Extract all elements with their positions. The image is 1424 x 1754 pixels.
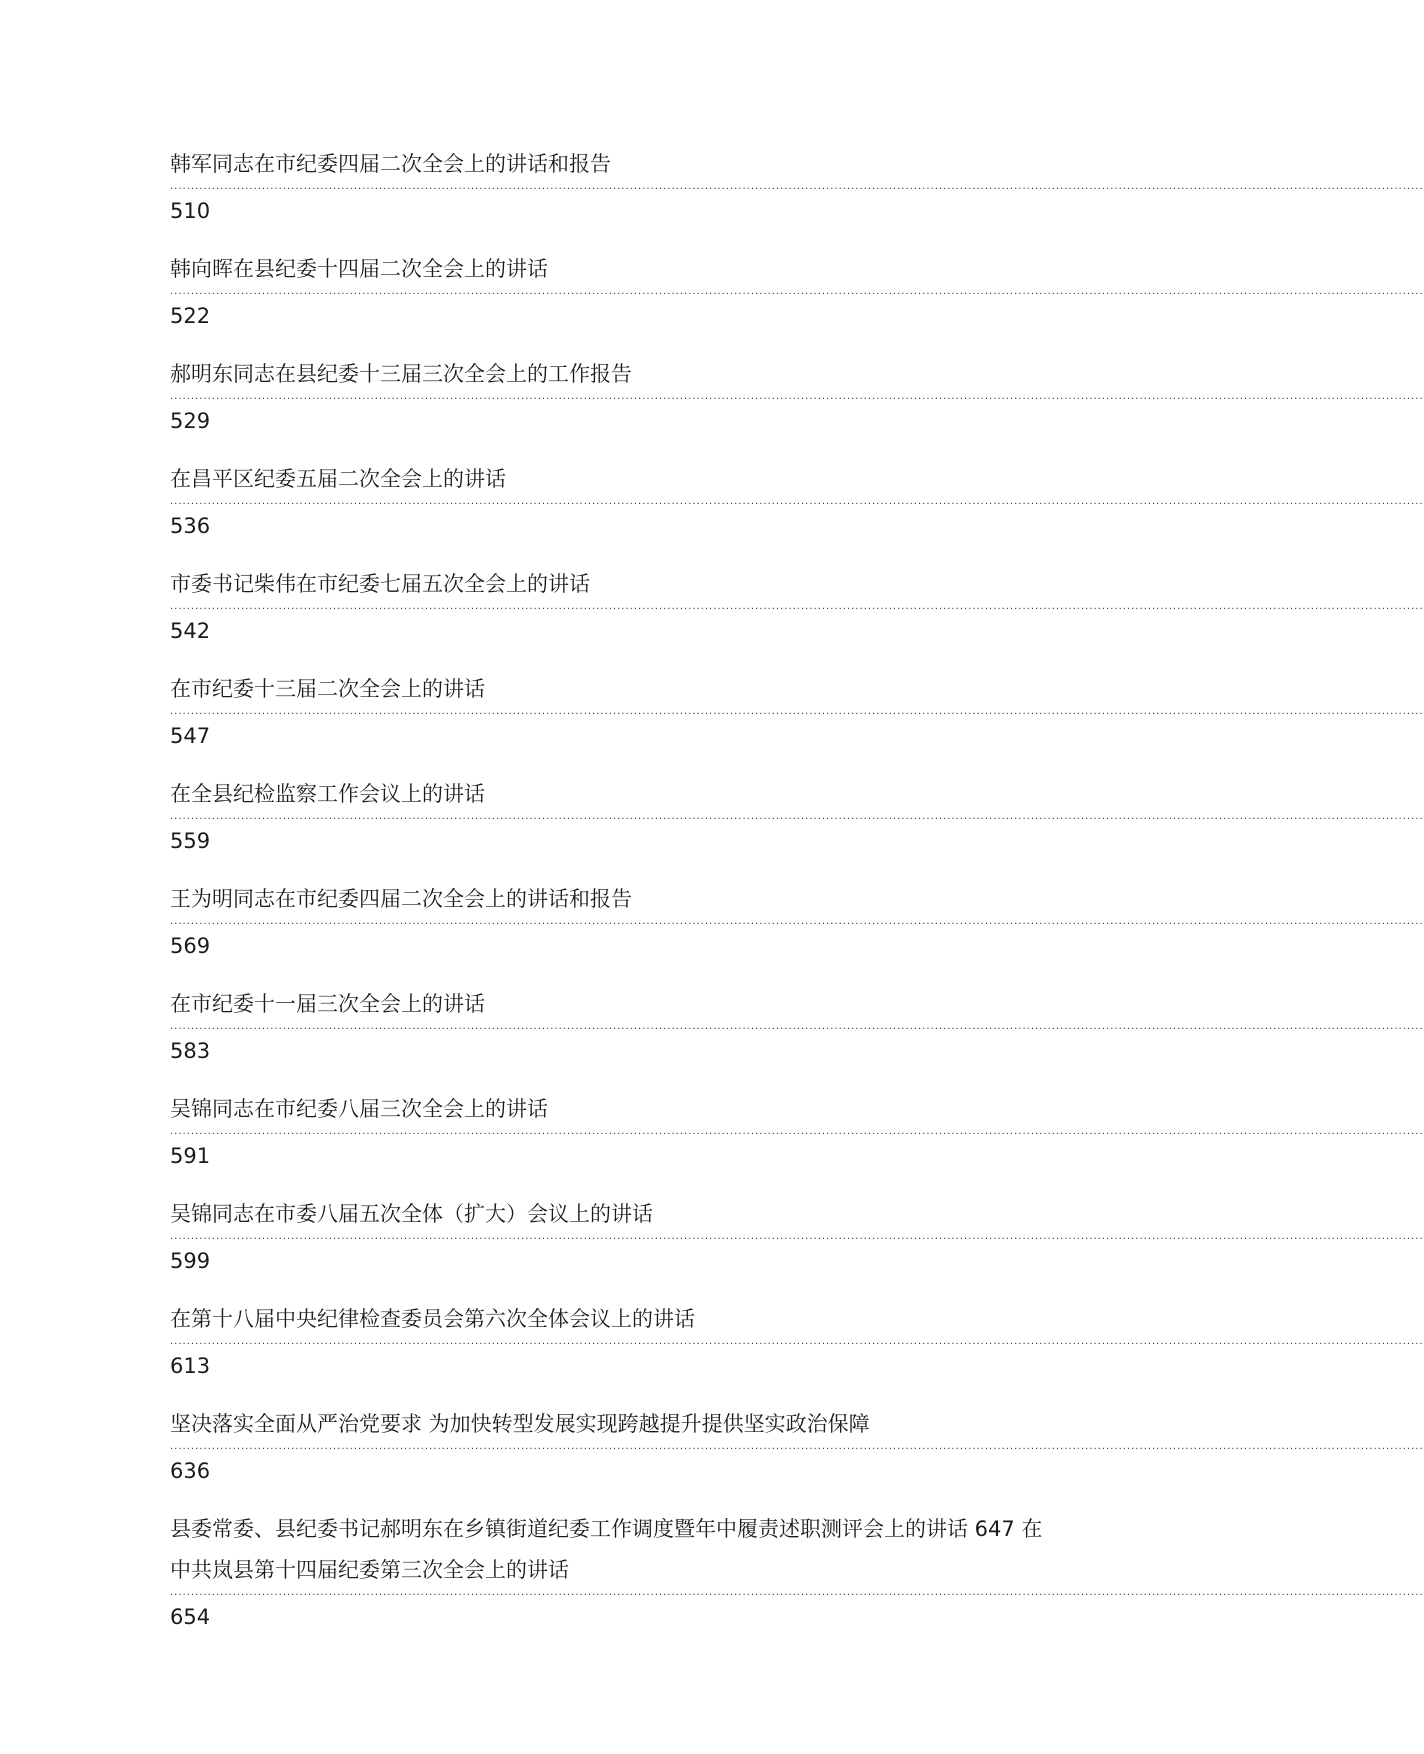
toc-entry (170, 780, 1424, 855)
dot-leader: ............................................................................................................................................................................................................................................................................................................ (170, 811, 1424, 822)
toc-entry-title[interactable]: 在市纪委十三届二次全会上的讲话 (170, 677, 485, 701)
toc-entry-title[interactable]: 吴锦同志在市纪委八届三次全会上的讲话 (170, 1097, 548, 1121)
toc-entry (170, 1305, 1424, 1380)
toc-page-number: 569 (170, 934, 211, 958)
toc-page-number: 583 (170, 1039, 211, 1063)
table-of-contents (170, 150, 1424, 1661)
toc-entry-title[interactable]: 吴锦同志在市委八届五次全体（扩大）会议上的讲话 (170, 1202, 653, 1226)
dot-leader: ............................................................................................................................................................................................................................................................................................................ (170, 1021, 1424, 1032)
toc-entry (170, 150, 1424, 225)
toc-entry (170, 255, 1424, 330)
dot-leader: ............................................................................................................................................................................................................................................................................................................ (170, 1336, 1424, 1347)
toc-page-number: 536 (170, 514, 211, 538)
toc-entry (170, 990, 1424, 1065)
toc-entry (170, 1095, 1424, 1170)
toc-page-number: 599 (170, 1249, 211, 1273)
dot-leader: ............................................................................................................................................................................................................................................................................................................ (170, 1441, 1424, 1452)
toc-page-number: 522 (170, 304, 211, 328)
toc-entry (170, 675, 1424, 750)
toc-page-number: 654 (170, 1605, 211, 1629)
dot-leader: ............................................................................................................................................................................................................................................................................................................ (170, 1231, 1424, 1242)
dot-leader: ............................................................................................................................................................................................................................................................................................................ (170, 391, 1424, 402)
toc-entry-title[interactable]: 王为明同志在市纪委四届二次全会上的讲话和报告 (170, 887, 632, 911)
toc-entry (170, 1410, 1424, 1485)
toc-page-number: 547 (170, 724, 211, 748)
toc-page-number: 529 (170, 409, 211, 433)
toc-entry-title[interactable]: 市委书记柴伟在市纪委七届五次全会上的讲话 (170, 572, 590, 596)
dot-leader: ............................................................................................................................................................................................................................................................................................................ (170, 286, 1424, 297)
dot-leader: ............................................................................................................................................................................................................................................................................................................ (170, 1126, 1424, 1137)
toc-entry (170, 885, 1424, 960)
dot-leader: ............................................................................................................................................................................................................................................................................................................ (170, 916, 1424, 927)
dot-leader: ............................................................................................................................................................................................................................................................................................................ (170, 706, 1424, 717)
toc-entry-title[interactable]: 在全县纪检监察工作会议上的讲话 (170, 782, 485, 806)
dot-leader: ............................................................................................................................................................................................................................................................................................................ (170, 1587, 1424, 1598)
toc-page-number: 636 (170, 1459, 211, 1483)
toc-entry (170, 360, 1424, 435)
toc-page-number: 613 (170, 1354, 211, 1378)
toc-entry-title[interactable]: 在第十八届中央纪律检查委员会第六次全体会议上的讲话 (170, 1307, 695, 1331)
dot-leader: ............................................................................................................................................................................................................................................................................................................ (170, 496, 1424, 507)
dot-leader: ............................................................................................................................................................................................................................................................................................................ (170, 181, 1424, 192)
toc-entry-title[interactable]: 县委常委、县纪委书记郝明东在乡镇街道纪委工作调度暨年中履责述职测评会上的讲话 647 在中共岚县第十四届纪委第三次全会上的讲话 (170, 1517, 1043, 1582)
toc-entry-title[interactable]: 韩军同志在市纪委四届二次全会上的讲话和报告 (170, 152, 611, 176)
toc-entry (170, 1200, 1424, 1275)
toc-entry (170, 570, 1424, 645)
toc-entry-title[interactable]: 郝明东同志在县纪委十三届三次全会上的工作报告 (170, 362, 632, 386)
dot-leader: ............................................................................................................................................................................................................................................................................................................ (170, 601, 1424, 612)
toc-page-number: 559 (170, 829, 211, 853)
toc-entry-title[interactable]: 韩向晖在县纪委十四届二次全会上的讲话 (170, 257, 548, 281)
toc-entry-title[interactable]: 在市纪委十一届三次全会上的讲话 (170, 992, 485, 1016)
toc-page-number: 591 (170, 1144, 211, 1168)
toc-page-number: 542 (170, 619, 211, 643)
toc-entry (170, 1509, 1424, 1631)
toc-page-number: 510 (170, 199, 211, 223)
toc-entry-title[interactable]: 坚决落实全面从严治党要求 为加快转型发展实现跨越提升提供坚实政治保障 (170, 1412, 870, 1436)
toc-entry-title[interactable]: 在昌平区纪委五届二次全会上的讲话 (170, 467, 506, 491)
toc-entry (170, 465, 1424, 540)
